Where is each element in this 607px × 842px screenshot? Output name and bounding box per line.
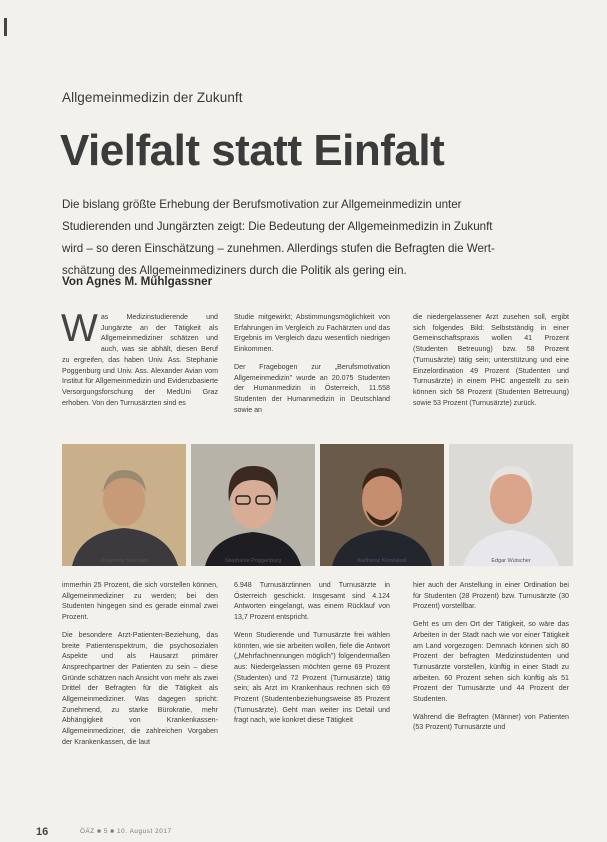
portrait-image [62,444,186,566]
body-paragraph: as Medizinstudierende und Jungärzte an der Tätigkeit als Allgemeinmediziner schätzen und auch, was sie abhält, diesen Beruf zu ergreifen, das haben Univ. Ass. Stephanie Poggenburg und Univ. Ass. Alexander Avian vom Institut für Allgemeinmedizin und Evidenzbasierte Versorgungsforschung der MedUni Graz erhoben. Von den Turnusärzten sind es [62,313,218,407]
portrait-photo [191,444,315,566]
portrait-photo [449,444,573,566]
portrait-caption: Karlheinz Kornhäusl [357,558,407,564]
text-column-3-bottom [413,580,569,740]
drop-cap: W [61,307,98,350]
article-byline: Von Agnes M. Mühlgassner [62,275,213,288]
article-lead [62,194,572,282]
lead-line: Studierenden und Jungärzten zeigt: Die Bedeutung der Allgemeinmedizin in Zukunft [62,220,493,233]
body-paragraph: Die besondere Arzt-Patienten-Beziehung, das breite Patientenspektrum, die psychosozialen Aspekte und als Hausarzt primärer Ansprechpartner der Patienten zu sein – diese Gründe schätzen nach Ansicht von mehr als zwei Drittel der Befragten für die Tätigkeit als Allgemeinmediziner. Was dagegen spricht: Zunehmend, zu starke Bürokratie, mehr Abhängigkeit von Krankenkassen-Allgemeinmediziner, die zahlreichen Vorgaben der Krankenkassen, die laut [62,630,218,746]
article-kicker: Allgemeinmedizin der Zukunft [62,90,243,105]
lead-line: Die bislang größte Erhebung der Berufsmotivation zur Allgemeinmedizin unter [62,198,462,211]
body-paragraph: die niedergelassener Arzt zusehen soll, ergibt sich folgendes Bild: Selbstständig in einer Gemeinschaftspraxis wollen 41 Prozent (Studenten Betreuung) bzw. 58 Prozent (Turnusärzte) tätig sein; unterstützung und eine Einzelordination 49 Prozent (Studenten und Turnusärzte) in einem PHC angestellt zu sein können sich 58 Prozent (Studenten Betreuung) sowie 53 Prozent (Turnusärzte) zurück. [413,313,569,407]
text-column-2-top [234,312,390,422]
publication-footer: ÖÄZ ■ 5 ■ 10. August 2017 [80,828,172,835]
lead-line: wird – so deren Einschätzung – zunehmen. Allerdings stufen die Befragten die Wert- [62,242,495,255]
body-paragraph: Geht es um den Ort der Tätigkeit, so wäre das Arbeiten in der Stadt nach wie vor einer Tätigkeit am Land vorgezogen: Demnach können sich 80 Prozent der befragten Medizinstudenten und Turnusärzte vorstellen, künftig in einer Stadt zu arbeiten. 60 Prozent sehen sich künftig als 51 Prozent der Turnusärzte und 44 Prozent der Studenten. [413,620,569,704]
article-title: Vielfalt statt Einfalt [60,126,445,175]
body-paragraph: Studie mitgewirkt; Abstimmungsmöglichkeit von Erfahrungen im Vergleich zu Fachärzten und das Ergebnis im Vergleich dazu wesentlich niedrigen Einkommen. [234,313,390,354]
photo-face [490,472,532,524]
text-column-3-top [413,312,569,415]
portrait-photo [62,444,186,566]
portrait-caption: Johannes Steinhart [100,558,148,564]
portrait-caption: Stephanie Poggenburg [224,558,282,564]
body-paragraph: hier auch der Anstellung in einer Ordination bei für Studenten (28 Prozent) bzw. Turnusärzte (30 Prozent) vorstellbar. [413,581,569,611]
portrait-caption: Edgar Wutscher [491,558,531,564]
body-paragraph: immerhin 25 Prozent, die sich vorstellen können, Allgemeinmediziner zu werden; bei den Studenten hingegen sind es gerade einmal zwei Prozent. [62,581,218,622]
portrait-image [191,444,315,566]
body-paragraph: 6.948 Turnusärztinnen und Turnusärzte in Österreich geschickt. Insgesamt sind 4.124 Antworten eingelangt, was einem Rücklauf von 13,7 Prozent entspricht. [234,581,390,622]
scan-edge-mark [4,18,7,36]
text-column-1-top [61,307,218,415]
portrait-image [449,444,573,566]
text-column-2-bottom [234,580,390,733]
text-column-1-bottom [62,580,218,755]
portrait-image [320,444,444,566]
portrait-strip [62,444,572,566]
body-paragraph: Während die Befragten (Männer) von Patienten (53 Prozent) Turnusärzte und [413,712,569,732]
portrait-photo [320,444,444,566]
page-number: 16 [36,826,49,838]
body-paragraph: Wenn Studierende und Turnusärzte frei wählen könnten, wie sie arbeiten wollen, fiele die Antwort („Mehrfachnennungen möglich") folgendermaßen aus: Niedergelassen möchten gerne 69 Prozent (Studenten) und 72 Prozent (Turnusärzte) tätig sein; als Arzt im Krankenhaus rechnen sich 69 Prozent (Studentenbeziehungsweise 85 Prozent (Turnusärzte). Geht man weiter ins Detail und fragt nach, wie konkret diese Tätigkeit [234,630,390,725]
body-paragraph: Der Fragebogen zur „Berufsmotivation Allgemeinmedizin" wurde an 20.075 Studenten der Humanmedizin in Österreich, 11.558 Studenten der Humanmedizin in Deutschland sowie an [234,362,390,414]
lead-line: schätzung des Allgemeinmediziners durch die Politik als gering ein. [62,264,407,277]
